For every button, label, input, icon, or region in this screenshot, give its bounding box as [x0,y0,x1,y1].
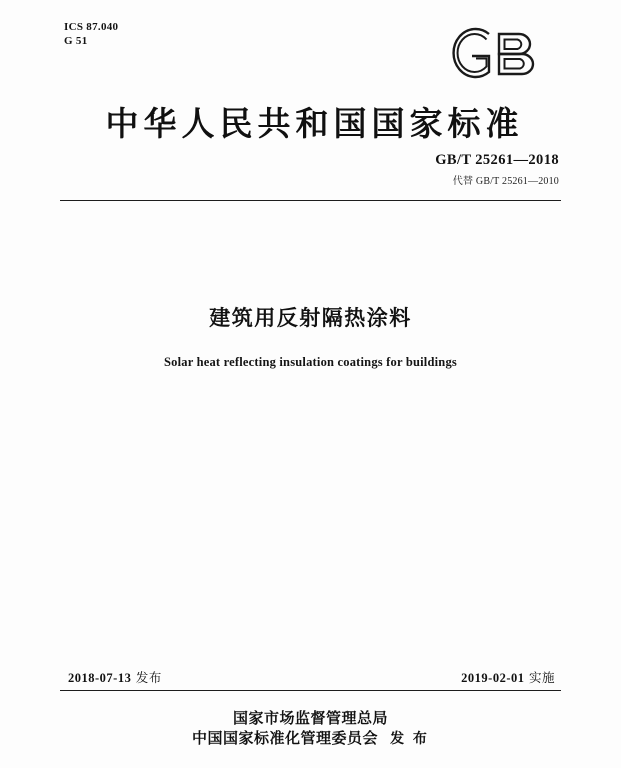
standard-number: GB/T 25261—2018 [435,152,559,168]
ics-code: ICS 87.040 [64,21,119,33]
issue-date-label: 发布 [135,670,162,685]
ics-classification-block [64,20,118,48]
implementation-date-label: 实施 [528,670,555,685]
divider-top [60,200,561,201]
classification-code: G 51 [64,35,88,47]
page-title: 中华人民共和国国家标准 [105,104,524,143]
publisher-verb: 发 布 [390,731,429,747]
publisher-line-2 [0,728,621,749]
issue-date-block [68,668,162,686]
issue-date: 2018-07-13 [68,671,132,685]
standard-replaces: 代替 GB/T 25261—2010 [452,176,559,187]
implementation-date: 2019-02-01 [461,671,525,685]
document-title-en: Solar heat reflecting insulation coatings for buildings [164,355,457,369]
document-title-cn: 建筑用反射隔热涂料 [209,306,412,330]
gb-logo [439,22,559,84]
standard-number-block [435,152,559,187]
implementation-date-block [461,668,555,686]
publisher-block [0,708,621,749]
divider-bottom [60,690,561,691]
publisher-line-1: 国家市场监督管理总局 [232,709,388,727]
publisher-line-2-text: 中国国家标准化管理委员会 [192,729,379,747]
